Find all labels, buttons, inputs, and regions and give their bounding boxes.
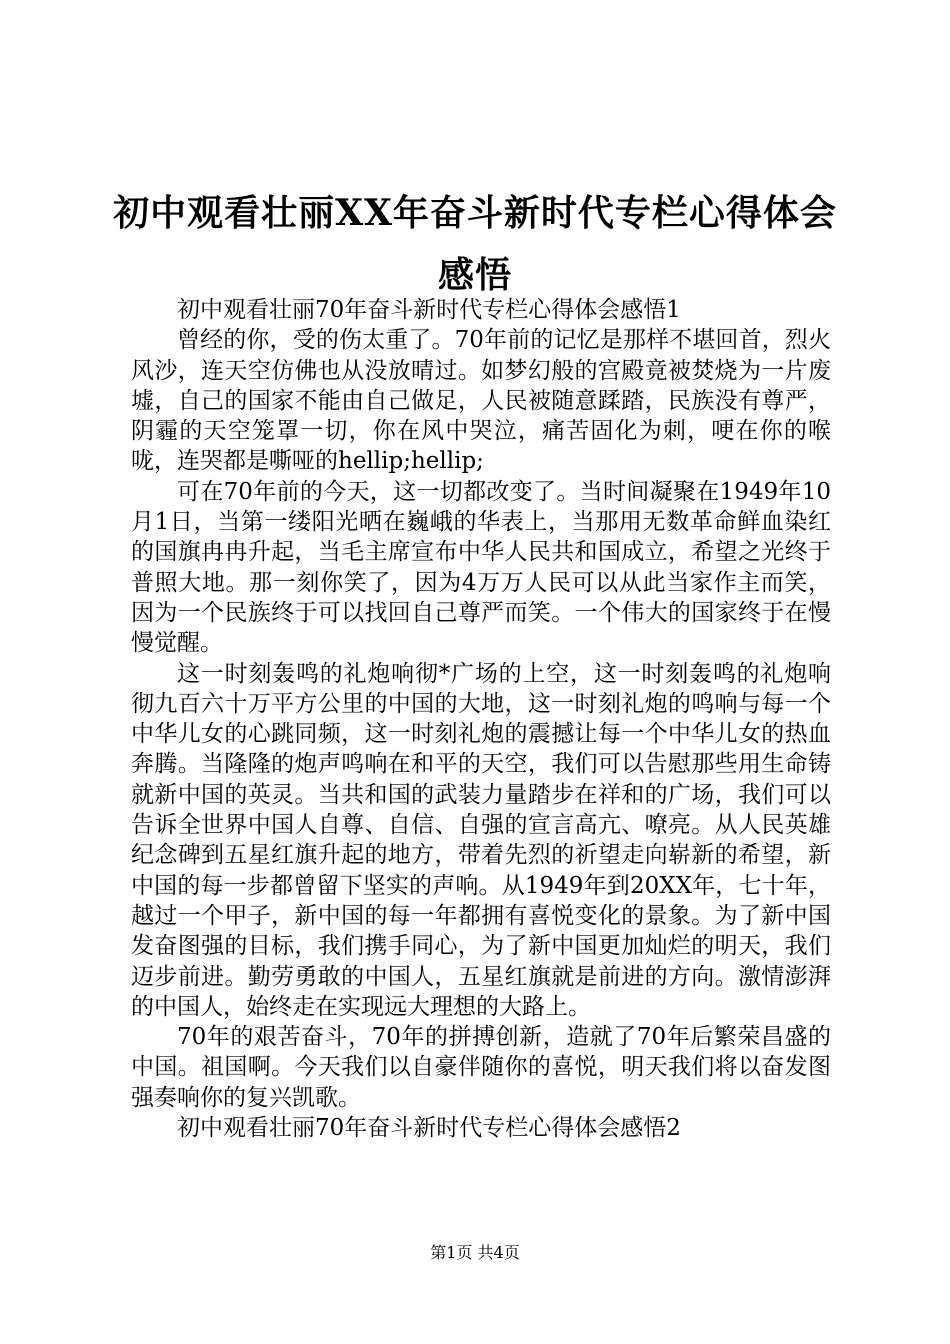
paragraph-subtitle-2: 初中观看壮丽70年奋斗新时代专栏心得体会感悟2 (177, 1115, 681, 1142)
paragraph: 70年的艰苦奋斗，70年的拼搏创新，造就了70年后繁荣昌盛的中国。祖国啊。今天我们以自豪伴随你的喜悦，明天我们将以奋发图强奏响你的复兴凯歌。 (131, 1024, 831, 1111)
page-number-footer: 第1页 共4页 (430, 1243, 520, 1262)
paragraph-subtitle-1: 初中观看壮丽70年奋斗新时代专栏心得体会感悟1 (177, 297, 681, 323)
document-title: 初中观看壮丽XX年奋斗新时代专栏心得体会感悟 (113, 192, 837, 296)
document-body (131, 295, 831, 1143)
paragraph: 这一时刻轰鸣的礼炮响彻*广场的上空，这一时刻轰鸣的礼炮响彻九百六十万平方公里的中国的大地，这一时刻礼炮的鸣响与每一个中华儿女的心跳同频，这一时刻礼炮的震撼让每一个中华儿女的热血奔腾。当隆隆的炮声鸣响在和平的天空，我们可以告慰那些用生命铸就新中国的英灵。当共和国的武装力量踏步在祥和的广场，我们可以告诉全世界中国人自尊、自信、自强的宣言高亢、嘹亮。从人民英雄纪念碑到五星红旗升起的地方，带着先烈的祈望走向崭新的希望，新中国的每一步都曾留下坚实的声响。从1949年到20XX年，七十年，越过一个甲子，新中国的每一年都拥有喜悦变化的景象。为了新中国发奋图强的目标，我们携手同心，为了新中国更加灿烂的明天，我们迈步前进。勤劳勇敢的中国人，五星红旗就是前进的方向。激情澎湃的中国人，始终走在实现远大理想的大路上。 (131, 660, 831, 1020)
paragraph: 曾经的你，受的伤太重了。70年前的记忆是那样不堪回首，烈火风沙，连天空仿佛也从没放晴过。如梦幻般的宫殿竟被焚烧为一片废墟，自己的国家不能由自己做足，人民被随意蹂踏，民族没有尊严，阴霾的天空笼罩一切，你在风中哭泣，痛苦固化为刺，哽在你的喉咙，连哭都是嘶哑的hellip;hellip; (131, 327, 831, 475)
paragraph: 可在70年前的今天，这一切都改变了。当时间凝聚在1949年10月1日，当第一缕阳光晒在巍峨的华表上，当那用无数革命鲜血染红的国旗冉冉升起，当毛主席宣布中华人民共和国成立，希望之光终于普照大地。那一刻你笑了，因为4万万人民可以从此当家作主而笑，因为一个民族终于可以找回自己尊严而笑。一个伟大的国家终于在慢慢觉醒。 (131, 478, 831, 657)
